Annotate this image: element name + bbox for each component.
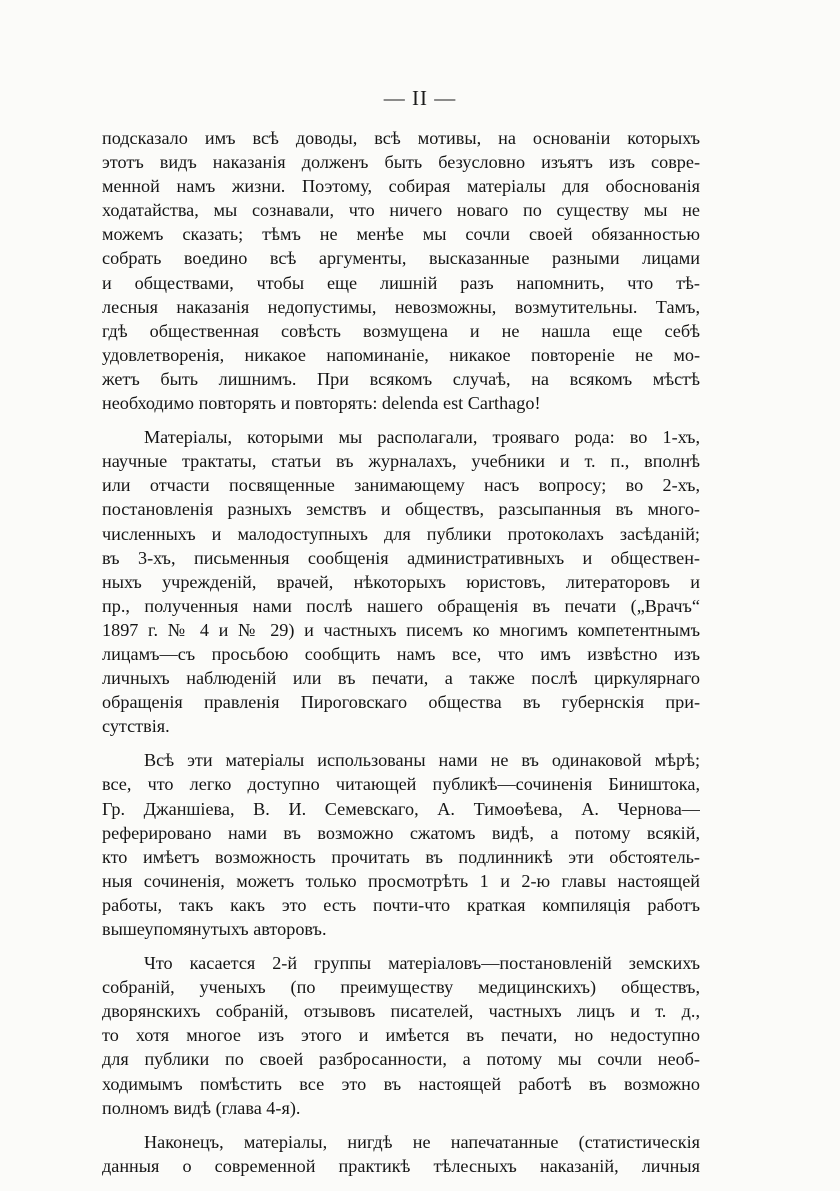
text-line: полномъ видѣ (глава 4-я). [102, 1097, 301, 1118]
text-line: собрать воедино всѣ аргументы, высказанные разными лицами [102, 248, 700, 269]
text-line: вышеупомянутыхъ авторовъ. [102, 919, 327, 939]
text-line: ныхъ учрежденій, врачей, нѣкоторыхъ юристовъ, литераторовъ и [102, 571, 700, 592]
text-line: работы, такъ какъ это есть почти-что краткая компиляція работъ [102, 894, 700, 915]
text-line: или отчасти посвященные занимающему насъ вопросу; во 2-хъ, [102, 475, 700, 496]
text-line: необходимо повторять и повторять: delenda est Carthago! [102, 393, 541, 414]
text-line: Что касается 2-й группы матеріаловъ—постановленій земскихъ [144, 953, 700, 974]
text-line: все, что легко доступно читающей публикѣ—сочиненія Биништока, [102, 774, 700, 795]
text-line: лесныя наказанія недопустимы, невозможны, возмутительны. Тамъ, [102, 296, 700, 317]
text-line: менной намъ жизни. Поэтому, собирая матеріалы для обоснованія [102, 176, 700, 197]
text-line: ходатайства, мы сознавали, что ничего новаго по существу мы не [102, 200, 700, 221]
text-line: ходимымъ помѣстить все это въ настоящей работѣ въ возможно [102, 1073, 700, 1094]
text-line: реферировано нами въ возможно сжатомъ видѣ, а потому всякій, [102, 822, 700, 843]
text-line: для публики по своей разбросанности, а потому мы сочли необ- [102, 1049, 700, 1070]
text-line: собраній, ученыхъ (по преимуществу медицинскихъ) обществъ, [102, 977, 700, 998]
text-line: постановленія разныхъ земствъ и обществъ, разсыпанныя въ много- [102, 499, 700, 520]
text-line: Всѣ эти матеріалы использованы нами не въ одинаковой мѣрѣ; [144, 750, 700, 771]
text-line: численныхъ и малодоступныхъ для публики протоколахъ засѣданій; [102, 523, 700, 544]
text-line: подсказало имъ всѣ доводы, всѣ мотивы, на основаніи которыхъ [102, 128, 700, 148]
text-line: Гр. Джаншіева, В. И. Семевскаго, А. Тимоѳѣева, А. Чернова— [102, 798, 700, 819]
paragraph-3 [102, 748, 700, 941]
paragraph-4 [102, 951, 700, 1120]
text-line: ныя сочиненія, можетъ только просмотрѣть 1 и 2-ю главы настоящей [102, 870, 700, 891]
text-line: лицамъ—съ просьбою сообщить намъ все, что имъ извѣстно изъ [102, 643, 700, 664]
text-line: дворянскихъ собраній, отзывовъ писателей, частныхъ лицъ и т. д., [102, 1001, 700, 1022]
text-line: Наконецъ, матеріалы, нигдѣ не напечатанные (статистическія [144, 1131, 700, 1152]
text-line: удовлетворенія, никакое напоминаніе, никакое повтореніе не мо- [102, 344, 700, 365]
text-line: и обществами, чтобы еще лишній разъ напомнить, что тѣ- [102, 272, 700, 293]
text-line: данныя о современной практикѣ тѣлесныхъ наказаній, личныя [102, 1155, 700, 1176]
text-line: Матеріалы, которыми мы располагали, трояваго рода: во 1-хъ, [144, 427, 700, 448]
text-line: сутствія. [102, 716, 170, 737]
body-text [102, 126, 700, 1188]
text-line: то хотя многое изъ этого и имѣется въ печати, но недоступно [102, 1025, 700, 1046]
paragraph-1 [102, 126, 700, 415]
page-number: — II — [383, 86, 457, 110]
text-line: можемъ сказать; тѣмъ не менѣе мы сочли своей обязанностью [102, 224, 700, 245]
text-line: 1897 г. № 4 и № 29) и частныхъ писемъ ко многимъ компетентнымъ [102, 619, 700, 640]
text-line: въ 3-хъ, письменныя сообщенія административныхъ и обществен- [102, 547, 700, 568]
text-line: кто имѣетъ возможность прочитать въ подлинникѣ эти обстоятель- [102, 846, 700, 867]
text-line: этотъ видъ наказанія долженъ быть безусловно изъятъ изъ совре- [102, 152, 700, 173]
text-line: пр., полученныя нами послѣ нашего обращенія въ печати („Врачъ“ [102, 595, 700, 616]
text-line: жетъ быть лишнимъ. При всякомъ случаѣ, на всякомъ мѣстѣ [102, 368, 700, 389]
text-line: гдѣ общественная совѣсть возмущена и не нашла еще себѣ [102, 320, 700, 341]
paragraph-2 [102, 425, 700, 738]
text-line: обращенія правленія Пироговскаго общества въ губернскія при- [102, 692, 700, 713]
paragraph-5 [102, 1130, 700, 1178]
text-line: личныхъ наблюденій или въ печати, а также послѣ циркулярнаго [102, 668, 700, 689]
text-line: научные трактаты, статьи въ журналахъ, учебники и т. п., вполнѣ [102, 451, 700, 472]
